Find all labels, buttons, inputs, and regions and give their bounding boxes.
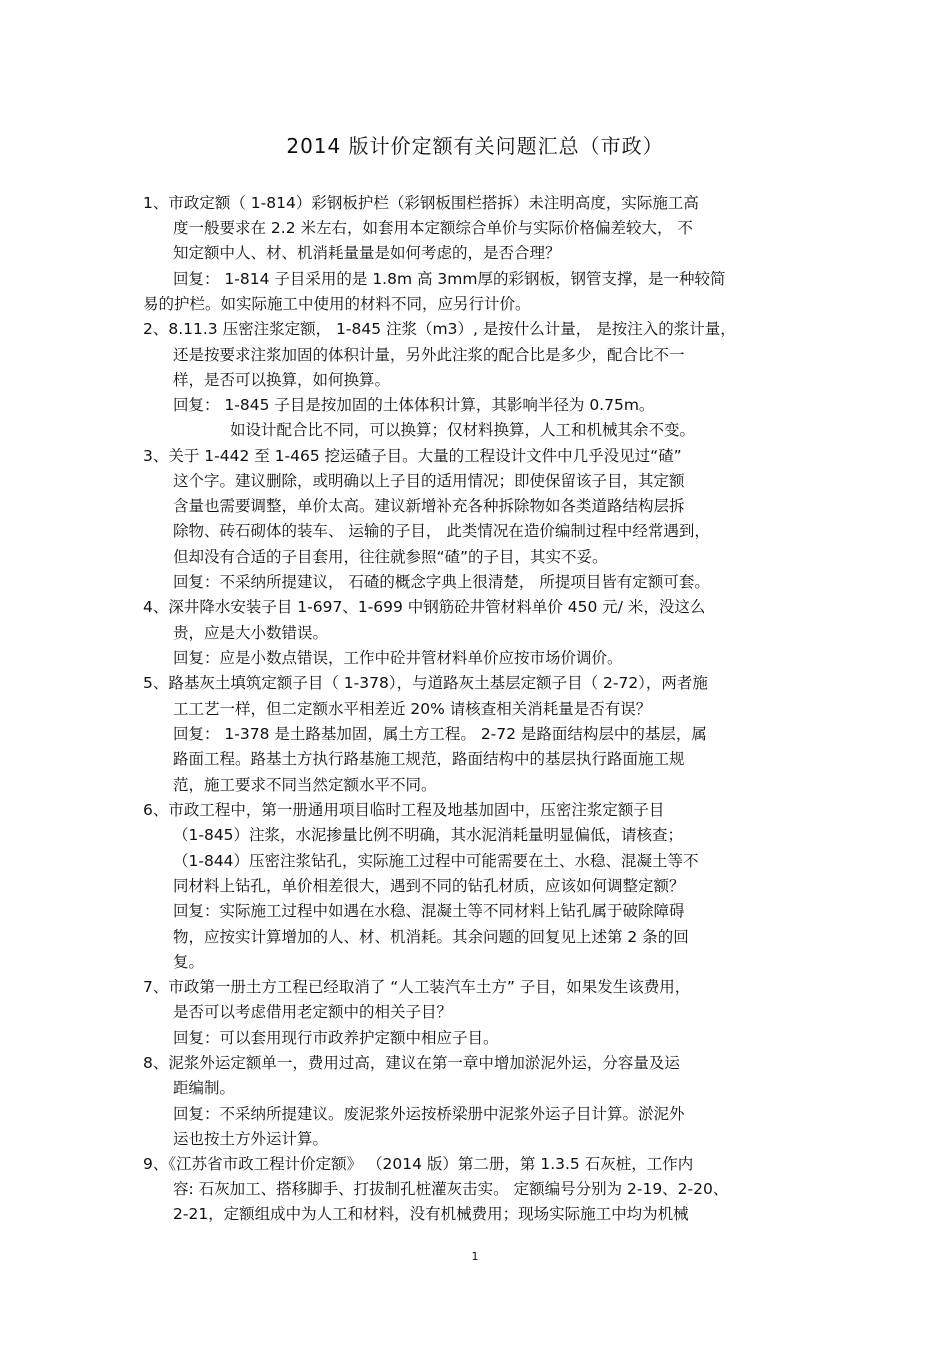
text-line: 含量也需要调整，单价太高。建议新增补充各种拆除物如各类道路结构层拆	[173, 497, 685, 515]
text-line: 9、《江苏省市政工程计价定额》 （2014 版）第二册，第 1.3.5 石灰桩，工作内	[143, 1155, 694, 1173]
text-line: 易的护栏。如实际施工中使用的材料不同，应另行计价。	[143, 295, 531, 313]
text-line: 范，施工要求不同当然定额水平不同。	[173, 776, 437, 794]
text-line: 距编制。	[173, 1079, 236, 1097]
text-line: 样，是否可以换算，如何换算。	[173, 371, 391, 389]
text-line: 6、市政工程中，第一册通用项目临时工程及地基加固中，压密注浆定额子目	[143, 801, 665, 819]
text-line: 5、路基灰土填筑定额子目（ 1-378），与道路灰土基层定额子目（ 2-72），两者施	[143, 674, 708, 692]
text-line: 回复：可以套用现行市政养护定额中相应子目。	[173, 1029, 499, 1047]
text-line: 7、市政第一册土方工程已经取消了 “人工装汽车土方” 子目，如果发生该费用，	[143, 978, 691, 996]
text-line: 知定额中人、材、机消耗量量是如何考虑的，是否合理？	[173, 244, 561, 262]
text-line: （1-845）注浆，水泥掺量比例不明确，其水泥消耗量明显偏低，请核查；	[173, 826, 684, 844]
document-title: 2014 版计价定额有关问题汇总（市政）	[286, 134, 664, 158]
text-line: 回复：应是小数点错误，工作中砼井管材料单价应按市场价调价。	[173, 649, 623, 667]
text-line: （1-844）压密注浆钻孔，实际施工过程中可能需要在土、水稳、混凝土等不	[173, 852, 699, 870]
text-line: 回复：不采纳所提建议。废泥浆外运按桥梁册中泥浆外运子目计算。淤泥外	[173, 1105, 685, 1123]
text-line: 4、深井降水安装子目 1-697、1-699 中钢筋砼井管材料单价 450 元/ 米，没这么	[143, 598, 706, 616]
text-line: 回复： 1-378 是土路基加固，属土方工程。 2-72 是路面结构层中的基层，属	[173, 725, 707, 743]
text-line: 是否可以考虑借用老定额中的相关子目？	[173, 1003, 453, 1021]
page-number: 1	[471, 1250, 479, 1263]
text-line: 回复： 1-814 子目采用的是 1.8m 高 3mm厚的彩钢板，钢管支撑，是一种较简	[173, 270, 726, 288]
text-line: 3、关于 1-442 至 1-465 挖运碴子目。大量的工程设计文件中几乎没见过“碴”	[143, 447, 682, 465]
text-line: 工工艺一样，但二定额水平相差近 20% 请核查相关消耗量是否有误？	[173, 700, 652, 718]
text-line: 回复：不采纳所提建议， 石碴的概念字典上很清楚， 所提项目皆有定额可套。	[173, 573, 710, 591]
text-line: 2-21，定额组成中为人工和材料，没有机械费用；现场实际施工中均为机械	[173, 1205, 689, 1223]
text-line: 同材料上钻孔，单价相差很大，遇到不同的钻孔材质，应该如何调整定额？	[173, 877, 685, 895]
text-line: 1、市政定额（ 1-814）彩钢板护栏（彩钢板围栏搭拆）未注明高度，实际施工高	[143, 194, 699, 212]
text-line: 回复： 1-845 子目是按加固的土体体积计算，其影响半径为 0.75m。	[173, 396, 655, 414]
text-line: 2、8.11.3 压密注浆定额， 1-845 注浆（m3）, 是按什么计量， 是按注入的浆计量，	[143, 320, 736, 338]
text-line: 如设计配合比不同，可以换算；仅材料换算，人工和机械其余不变。	[230, 421, 696, 439]
text-line: 8、泥浆外运定额单一，费用过高，建议在第一章中增加淤泥外运，分容量及运	[143, 1054, 680, 1072]
text-line: 还是按要求注浆加固的体积计量，另外此注浆的配合比是多少，配合比不一	[173, 346, 685, 364]
text-line: 路面工程。路基土方执行路基施工规范，路面结构中的基层执行路面施工规	[173, 750, 685, 768]
text-line: 物，应按实计算增加的人、材、机消耗。其余问题的回复见上述第 2 条的回	[173, 928, 689, 946]
text-line: 但却没有合适的子目套用，往往就参照“碴”的子目，其实不妥。	[173, 548, 608, 566]
text-line: 除物、砖石砌体的装车、 运输的子目， 此类情况在造价编制过程中经常遇到，	[173, 522, 710, 540]
text-line: 复。	[173, 953, 205, 971]
text-line: 贵，应是大小数错误。	[173, 624, 329, 642]
text-line: 回复：实际施工过程中如遇在水稳、混凝土等不同材料上钻孔属于破除障碍	[173, 902, 685, 920]
text-line: 容: 石灰加工、搭移脚手、打拔制孔桩灌灰击实。 定额编号分别为 2-19、2-20、	[173, 1180, 729, 1198]
text-line: 运也按土方外运计算。	[173, 1130, 329, 1148]
text-line: 度一般要求在 2.2 米左右，如套用本定额综合单价与实际价格偏差较大， 不	[173, 219, 693, 237]
text-line: 这个字。建议删除，或明确以上子目的适用情况；即使保留该子目，其定额	[173, 472, 685, 490]
